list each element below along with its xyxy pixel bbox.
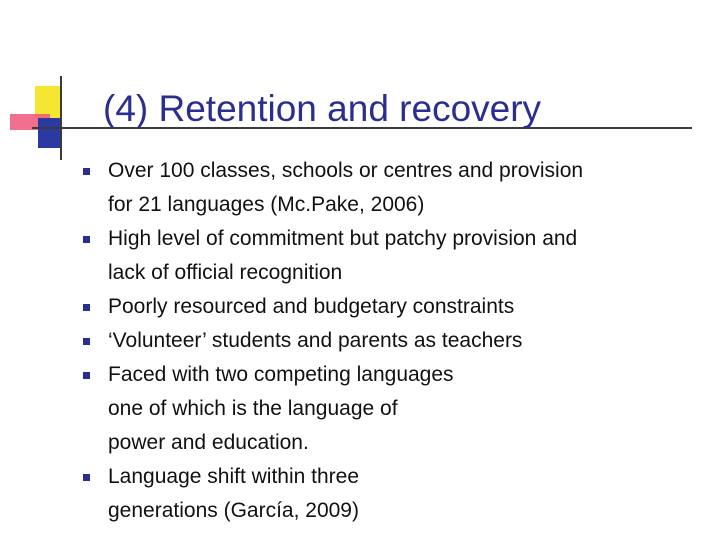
logo-vertical-line — [60, 76, 62, 160]
bullet-text — [108, 222, 577, 290]
bullet-line: lack of official recognition — [108, 261, 343, 284]
bullet-line: ‘Volunteer’ students and parents as teachers — [108, 329, 523, 352]
bullet-line: Language shift within three — [108, 465, 360, 488]
bullet-text — [108, 290, 514, 324]
bullet-text — [108, 324, 522, 358]
bullet-line: one of which is the language of — [108, 397, 398, 420]
bullet-item — [83, 290, 703, 324]
square-bullet-icon — [83, 474, 90, 481]
slide-title: (4) Retention and recovery — [103, 88, 542, 129]
bullet-list — [83, 154, 703, 528]
square-bullet-icon — [83, 304, 90, 311]
bullet-line: power and education. — [108, 431, 309, 454]
bullet-item — [83, 358, 703, 460]
bullet-text — [108, 154, 583, 222]
bullet-item — [83, 222, 703, 290]
bullet-text — [108, 358, 454, 460]
bullet-item — [83, 324, 703, 358]
logo-blue-square-icon — [38, 118, 62, 148]
bullet-line: Poorly resourced and budgetary constraints — [108, 295, 515, 318]
square-bullet-icon — [83, 372, 90, 379]
bullet-line: generations (García, 2009) — [108, 499, 359, 522]
bullet-item — [83, 460, 703, 528]
bullet-text — [108, 460, 359, 528]
bullet-item — [83, 154, 703, 222]
square-bullet-icon — [83, 168, 90, 175]
square-bullet-icon — [83, 236, 90, 243]
bullet-line: for 21 languages (Mc.Pake, 2006) — [108, 193, 425, 216]
square-bullet-icon — [83, 338, 90, 345]
bullet-line: Over 100 classes, schools or centres and provision — [108, 159, 584, 182]
bullet-line: Faced with two competing languages — [108, 363, 454, 386]
bullet-line: High level of commitment but patchy provision and — [108, 227, 578, 250]
